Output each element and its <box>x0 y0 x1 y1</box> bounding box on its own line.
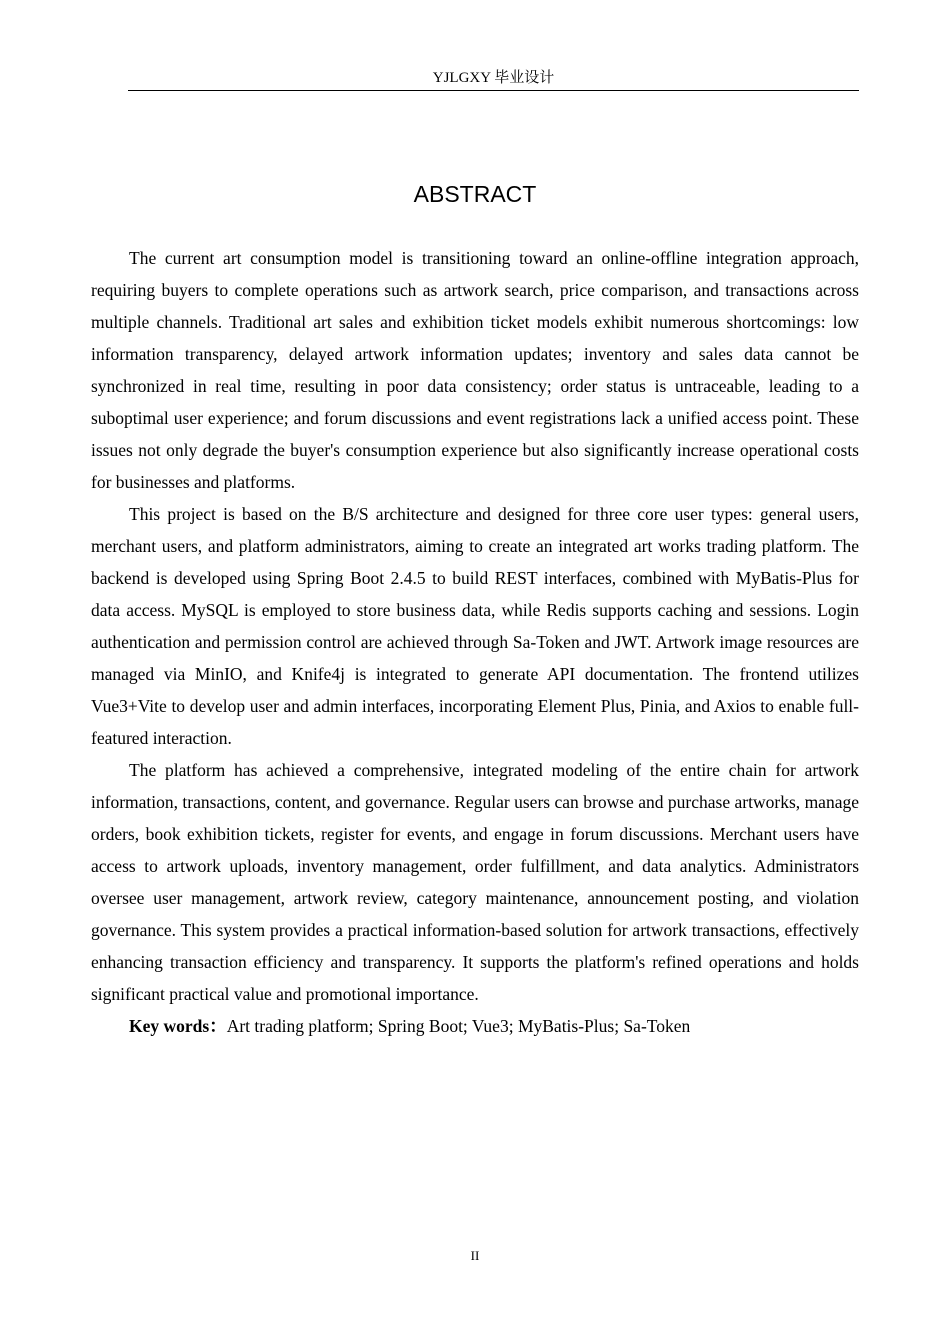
page-number: II <box>470 1248 480 1263</box>
abstract-body <box>91 242 859 1042</box>
abstract-paragraph-2: This project is based on the B/S architecture and designed for three core user types: general users, merchant users, and platform administrators, aiming to create an integrated art works trading platform. The backend is developed using Spring Boot 2.4.5 to build REST interfaces, combined with MyBatis-Plus for data access. MySQL is employed to store business data, while Redis supports caching and sessions. Login authentication and permission control are achieved through Sa-Token and JWT. Artwork image resources are managed via MinIO, and Knife4j is integrated to generate API documentation. The frontend utilizes Vue3+Vite to develop user and admin interfaces, incorporating Element Plus, Pinia, and Axios to enable full-featured interaction. <box>91 504 859 748</box>
abstract-paragraph-3: The platform has achieved a comprehensive, integrated modeling of the entire chain for artwork information, transactions, content, and governance. Regular users can browse and purchase artworks, manage orders, book exhibition tickets, register for events, and engage in forum discussions. Merchant users have access to artwork uploads, inventory management, order fulfillment, and data analytics. Administrators oversee user management, artwork review, category maintenance, announcement posting, and violation governance. This system provides a practical information-based solution for artwork transactions, effectively enhancing transaction efficiency and transparency. It supports the platform's refined operations and holds significant practical value and promotional importance. <box>91 760 859 1004</box>
keywords-line <box>91 1010 859 1042</box>
keywords-text: Art trading platform; Spring Boot; Vue3; MyBatis-Plus; Sa-Token <box>226 1016 691 1036</box>
abstract-paragraph-1: The current art consumption model is transitioning toward an online-offline integration approach, requiring buyers to complete operations such as artwork search, price comparison, and transactions across multiple channels. Traditional art sales and exhibition ticket models exhibit numerous shortcomings: low information transparency, delayed artwork information updates; inventory and sales data cannot be synchronized in real time, resulting in poor data consistency; order status is untraceable, leading to a suboptimal user experience; and forum discussions and event registrations lack a unified access point. These issues not only degrade the buyer's consumption experience but also significantly increase operational costs for businesses and platforms. <box>91 248 859 492</box>
header-text: YJLGXY 毕业设计 <box>432 70 555 86</box>
abstract-title: ABSTRACT <box>413 181 537 207</box>
keywords-label: Key words： <box>129 1016 227 1036</box>
page-header <box>128 68 859 91</box>
